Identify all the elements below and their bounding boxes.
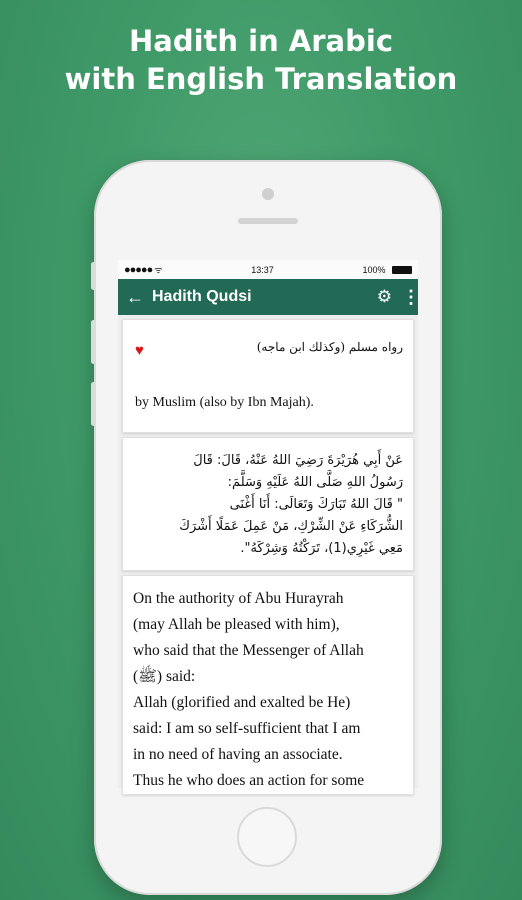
headline-line-2: with English Translation: [64, 62, 458, 96]
wifi-icon: ᯤ: [154, 265, 163, 275]
translation-line: (may Allah be pleased with him),: [133, 616, 340, 633]
promo-headline: [0, 22, 522, 98]
translation-line: in no need of having an associate.: [133, 746, 343, 763]
page-title: Hadith Qudsi: [152, 288, 252, 305]
translation-line: On the authority of Abu Hurayrah: [133, 590, 344, 607]
status-bar: [118, 260, 418, 279]
phone-mockup: [94, 160, 442, 895]
back-arrow-icon[interactable]: ←: [126, 286, 144, 307]
arabic-reference: رواه مسلم (وكذلك ابن ماجه): [256, 340, 403, 354]
arabic-line: رَسُولُ اللهِ صَلَّى اللهُ عَلَيْهِ وَسَلَّمَ:: [227, 475, 403, 490]
battery-icon: [392, 266, 412, 274]
favorite-heart-icon[interactable]: ♥: [135, 342, 144, 359]
arabic-hadith-card: [122, 437, 414, 571]
translation-line: who said that the Messenger of Allah: [133, 642, 364, 659]
arabic-line: " قَالَ اللهُ تَبَارَكَ وَتَعَالَى: أَنَا أَغْنَى: [229, 497, 403, 512]
app-bar: [118, 279, 418, 315]
battery-percent: 100%: [362, 264, 386, 275]
translation-line: Thus he who does an action for some: [133, 772, 365, 789]
translation-line: Allah (glorified and exalted be He): [133, 694, 351, 711]
more-options-icon[interactable]: ⋮: [402, 286, 420, 307]
translation-card: [122, 575, 414, 795]
settings-gear-icon[interactable]: ⚙: [376, 287, 392, 306]
signal-icon: ●●●●●: [124, 263, 153, 276]
reference-card: [122, 319, 414, 433]
phone-mute-switch: [91, 262, 96, 290]
arabic-line: عَنْ أَبِي هُرَيْرَةَ رَضِيَ اللهُ عَنْهُ، قَالَ: قَالَ: [193, 453, 403, 468]
phone-home-button: [237, 807, 297, 867]
translation-line: (ﷺ) said:: [133, 668, 196, 685]
english-reference: by Muslim (also by Ibn Majah).: [135, 395, 314, 410]
phone-volume-down: [91, 382, 96, 426]
translation-line: said: I am so self-sufficient that I am: [133, 720, 361, 737]
phone-camera: [262, 188, 274, 200]
headline-line-1: Hadith in Arabic: [128, 24, 394, 58]
arabic-line: الشُّرَكَاءِ عَنْ الشِّرْكِ، مَنْ عَمِلَ عَمَلًا أَشْرَكَ: [179, 519, 403, 534]
phone-screen: [118, 260, 418, 788]
phone-speaker: [238, 218, 298, 224]
status-time: 13:37: [251, 264, 274, 275]
arabic-line: مَعِي غَيْرِي(1)، تَرَكْتُهُ وَشِرْكَهُ".: [240, 541, 403, 556]
phone-volume-up: [91, 320, 96, 364]
